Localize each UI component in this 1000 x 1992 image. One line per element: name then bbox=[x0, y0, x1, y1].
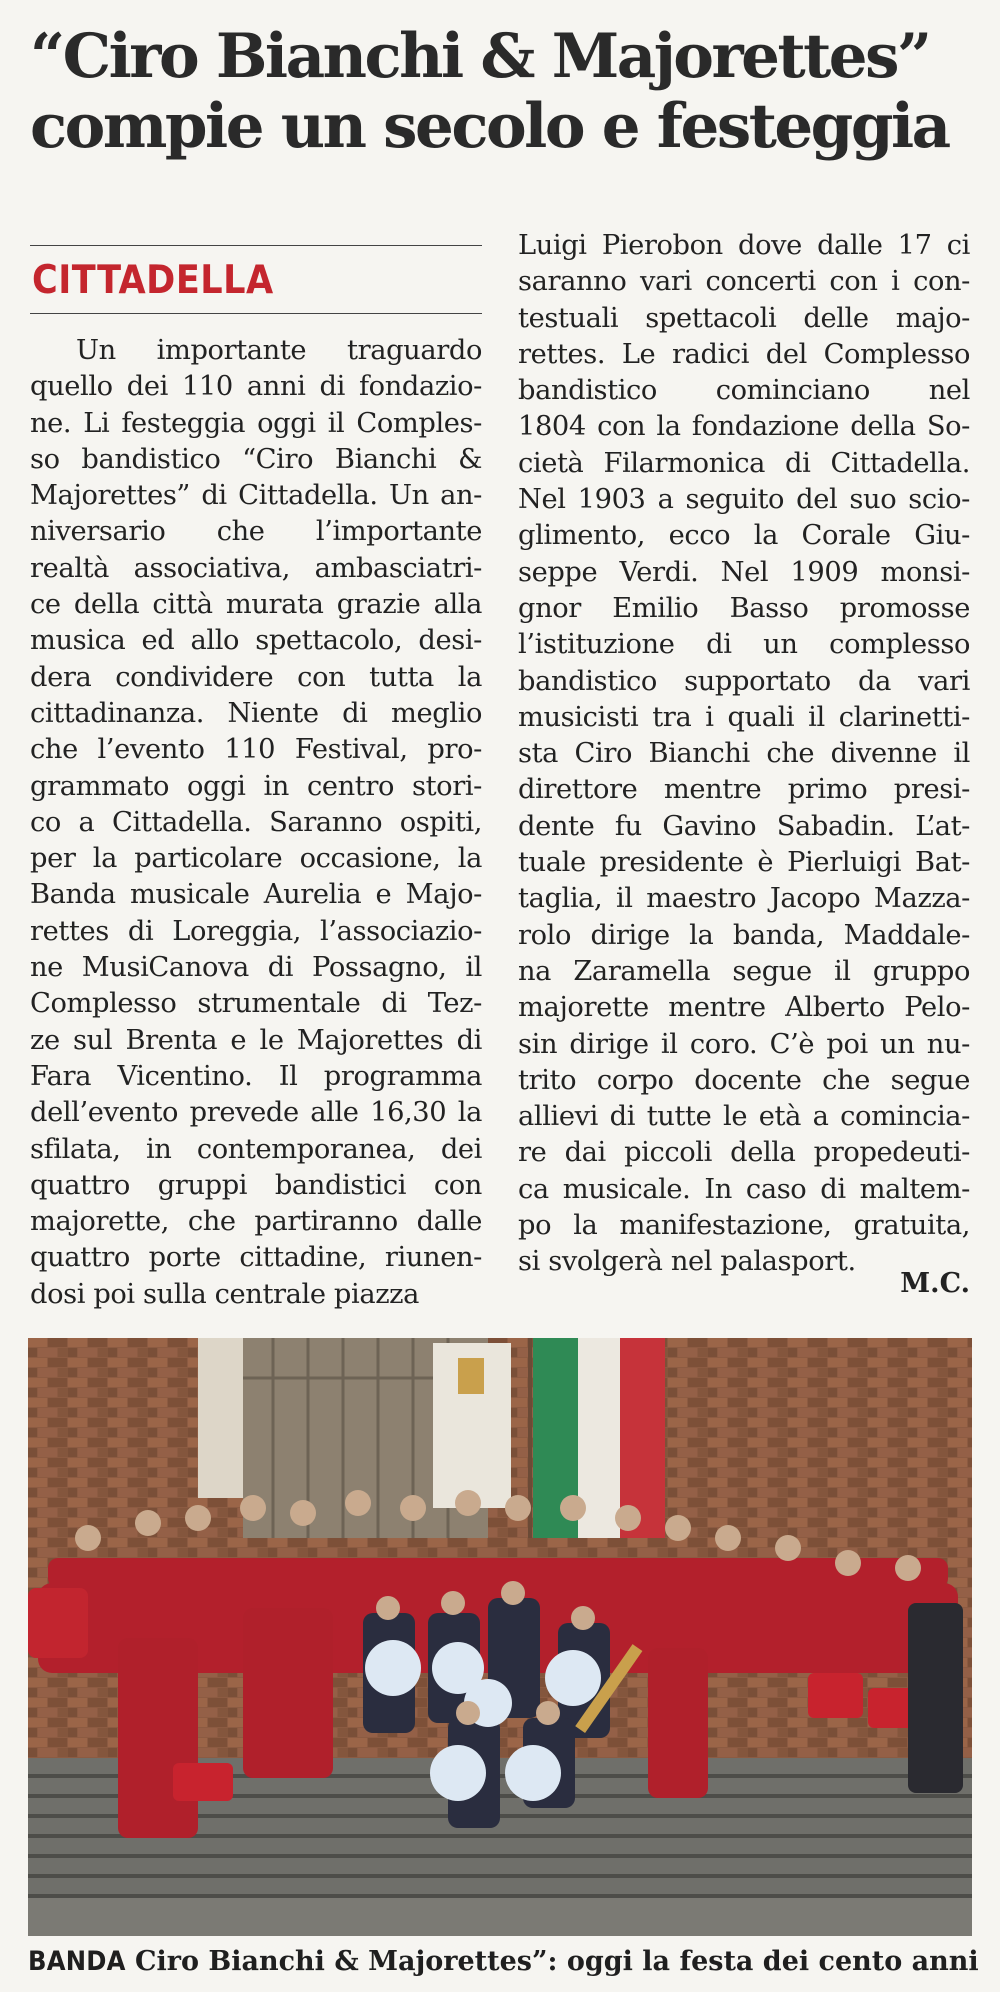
article-line: ne MusiCanova di Possagno, il bbox=[30, 952, 482, 984]
article-line: dosi poi sulla centrale piazza bbox=[30, 1278, 420, 1310]
article-line: allievi di tutte le età a comincia- bbox=[518, 1101, 970, 1133]
article-line: Banda musicale Aurelia e Majo- bbox=[30, 879, 482, 911]
article-line: saranno vari concerti con i con- bbox=[518, 266, 970, 298]
article-line: re dai piccoli della propedeuti- bbox=[518, 1137, 970, 1169]
article-line: dera condividere con tutta la bbox=[30, 661, 482, 693]
band-group-photo bbox=[28, 1338, 972, 1936]
article-line: seppe Verdi. Nel 1909 monsi- bbox=[518, 556, 970, 588]
article-line: so bandistico “Ciro Bianchi & bbox=[30, 443, 482, 475]
article-column-2 bbox=[518, 228, 970, 1281]
article-line: trito corpo docente che segue bbox=[518, 1064, 970, 1096]
article-line: testuali spettacoli delle majo- bbox=[518, 302, 970, 334]
article-line: ne. Li festeggia oggi il Comples- bbox=[30, 407, 482, 439]
article-line: co a Cittadella. Saranno ospiti, bbox=[30, 806, 482, 838]
article-line: quello dei 110 anni di fondazio- bbox=[30, 371, 482, 403]
article-line: per la particolare occasione, la bbox=[30, 843, 482, 875]
article-line: che l’evento 110 Festival, pro- bbox=[30, 734, 482, 766]
article-line: rettes di Loreggia, l’associazio- bbox=[30, 915, 482, 947]
article-line: glimento, ecco la Corale Giu- bbox=[518, 520, 970, 552]
article-line: musicisti tra i quali il clarinetti- bbox=[518, 701, 970, 733]
author-initials: M.C. bbox=[900, 1268, 970, 1299]
article-line: realtà associativa, ambasciatri- bbox=[30, 552, 482, 584]
article-line: majorette mentre Alberto Pelo- bbox=[518, 992, 970, 1024]
article-line: Fara Vicentino. Il programma bbox=[30, 1060, 482, 1092]
article-line: niversario che l’importante bbox=[30, 516, 482, 548]
article-line: Nel 1903 a seguito del suo scio- bbox=[518, 484, 970, 516]
article-line: rettes. Le radici del Complesso bbox=[518, 338, 970, 370]
article-line: rolo dirige la banda, Maddale- bbox=[518, 919, 970, 951]
article-line: l’istituzione di un complesso bbox=[518, 629, 970, 661]
kicker-bottom-rule bbox=[30, 313, 482, 314]
article-headline bbox=[30, 22, 980, 162]
photo-caption bbox=[28, 1946, 978, 1977]
article-line: Complesso strumentale di Tez- bbox=[30, 988, 482, 1020]
band-photo-illustration bbox=[28, 1338, 972, 1936]
article-line: Luigi Pierobon dove dalle 17 ci bbox=[518, 230, 970, 261]
article-line: taglia, il maestro Jacopo Mazza- bbox=[518, 883, 970, 915]
article-line: ce della città murata grazie alla bbox=[30, 589, 482, 621]
article-line: tuale presidente è Pierluigi Bat- bbox=[518, 847, 970, 879]
article-line: ca musicale. In caso di maltem- bbox=[518, 1173, 970, 1205]
article-line: majorette, che partiranno dalle bbox=[30, 1206, 482, 1238]
article-line: si svolgerà nel palasport. bbox=[518, 1246, 856, 1278]
article-line: grammato oggi in centro stori- bbox=[30, 770, 482, 802]
article-line: sin dirige il coro. C’è poi un nu- bbox=[518, 1028, 970, 1060]
article-line: na Zaramella segue il gruppo bbox=[518, 955, 970, 987]
article-line: sta Ciro Bianchi che divenne il bbox=[518, 738, 970, 770]
article-line: bandistico cominciano nel bbox=[518, 375, 970, 407]
article-line: dell’evento prevede alle 16,30 la bbox=[30, 1097, 482, 1129]
article-line: quattro porte cittadine, riunen- bbox=[30, 1242, 482, 1274]
article-line: dente fu Gavino Sabadin. L’at- bbox=[518, 810, 970, 842]
article-line: direttore mentre primo presi- bbox=[518, 774, 970, 806]
article-line: po la manifestazione, gratuita, bbox=[518, 1210, 970, 1242]
article-column-1 bbox=[30, 333, 482, 1313]
article-line: bandistico supportato da vari bbox=[518, 665, 970, 697]
article-line: cittadinanza. Niente di meglio bbox=[30, 697, 482, 729]
article-line: cietà Filarmonica di Cittadella. bbox=[518, 447, 970, 479]
article-line: Un importante traguardo bbox=[76, 335, 482, 366]
caption-text: Ciro Bianchi & Majorettes”: oggi la festa dei cento anni bbox=[125, 1946, 979, 1977]
section-kicker: CITTADELLA bbox=[32, 258, 274, 303]
article-line: 1804 con la fondazione della So- bbox=[518, 411, 970, 443]
article-line: ze sul Brenta e le Majorettes di bbox=[30, 1024, 482, 1056]
article-line: quattro gruppi bandistici con bbox=[30, 1169, 482, 1201]
headline-line-2: compie un secolo e festeggia bbox=[30, 91, 949, 162]
article-line: Majorettes” di Cittadella. Un an- bbox=[30, 480, 482, 512]
kicker-top-rule bbox=[30, 245, 482, 246]
article-line: musica ed allo spettacolo, desi- bbox=[30, 625, 482, 657]
article-line: sfilata, in contemporanea, dei bbox=[30, 1133, 482, 1165]
headline-line-1: “Ciro Bianchi & Majorettes” bbox=[30, 21, 930, 92]
article-line: gnor Emilio Basso promosse bbox=[518, 592, 970, 624]
caption-tag: BANDA bbox=[28, 1946, 126, 1977]
